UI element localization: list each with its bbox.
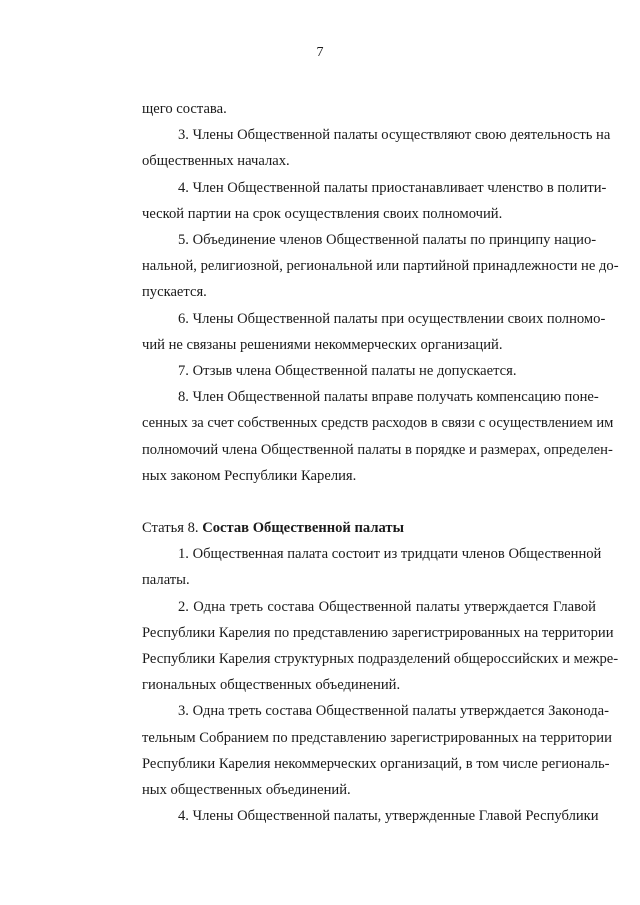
text-line: 7. Отзыв члена Общественной палаты не допускается. <box>178 363 517 380</box>
paragraph <box>106 96 596 122</box>
text-line: Республики Карелия структурных подразделений общероссийских и межре- <box>142 651 619 668</box>
text-line: общественных началах. <box>142 153 290 170</box>
paragraph <box>106 594 619 699</box>
text-line: 4. Члены Общественной палаты, утвержденные Главой Республики <box>178 808 599 825</box>
paragraph <box>106 122 611 174</box>
paragraph <box>106 227 619 306</box>
paragraph <box>106 698 612 803</box>
text-line: тельным Собранием по представлению зарегистрированных на территории <box>142 729 612 746</box>
text-line: полномочий члена Общественной палаты в порядке и размерах, определен- <box>142 441 613 458</box>
text-line: пускается. <box>142 284 207 301</box>
text-line: Республики Карелия некоммерческих организаций, в том числе региональ- <box>142 755 610 772</box>
text-line: ных общественных объединений. <box>142 782 351 799</box>
text-line: ческой партии на срок осуществления своих полномочий. <box>142 205 503 222</box>
text-line: щего состава. <box>142 101 227 117</box>
text-line: 5. Объединение членов Общественной палаты по принципу нацио- <box>178 232 597 249</box>
text-line: палаты. <box>142 572 190 589</box>
document-body <box>106 96 619 829</box>
article-title: Состав Общественной палаты <box>202 520 404 537</box>
paragraphs-bottom <box>106 541 619 829</box>
paragraph <box>106 803 599 829</box>
paragraph <box>106 541 602 593</box>
article-prefix: Статья 8. <box>142 520 199 537</box>
text-line: 6. Члены Общественной палаты при осуществлении своих полномо- <box>178 310 606 327</box>
paragraph <box>106 384 614 489</box>
text-line: 8. Член Общественной палаты вправе получать компенсацию поне- <box>178 389 599 406</box>
paragraphs-top <box>106 96 619 489</box>
paragraph <box>106 306 606 358</box>
text-line: чий не связаны решениями некоммерческих организаций. <box>142 336 503 353</box>
text-line: 4. Член Общественной палаты приостанавливает членство в полити- <box>178 179 607 196</box>
text-line: 3. Одна треть состава Общественной палаты утверждается Законода- <box>178 703 609 720</box>
page-number: 7 <box>316 45 324 60</box>
text-line: гиональных общественных объединений. <box>142 677 401 694</box>
text-line: 3. Члены Общественной палаты осуществляют свою деятельность на <box>178 127 611 144</box>
article-heading <box>106 515 596 541</box>
text-line: Республики Карелия по представлению зарегистрированных на территории <box>142 624 614 641</box>
text-line: ных законом Республики Карелия. <box>142 467 357 484</box>
text-line: нальной, религиозной, региональной или партийной принадлежности не до- <box>142 258 619 275</box>
text-line: сенных за счет собственных средств расходов в связи с осуществлением им <box>142 415 614 432</box>
paragraph <box>106 358 596 384</box>
paragraph <box>106 175 607 227</box>
text-line: 1. Общественная палата состоит из тридцати членов Общественной <box>178 546 602 563</box>
text-line: 2. Одна треть состава Общественной палаты утверждается Главой <box>178 598 596 615</box>
